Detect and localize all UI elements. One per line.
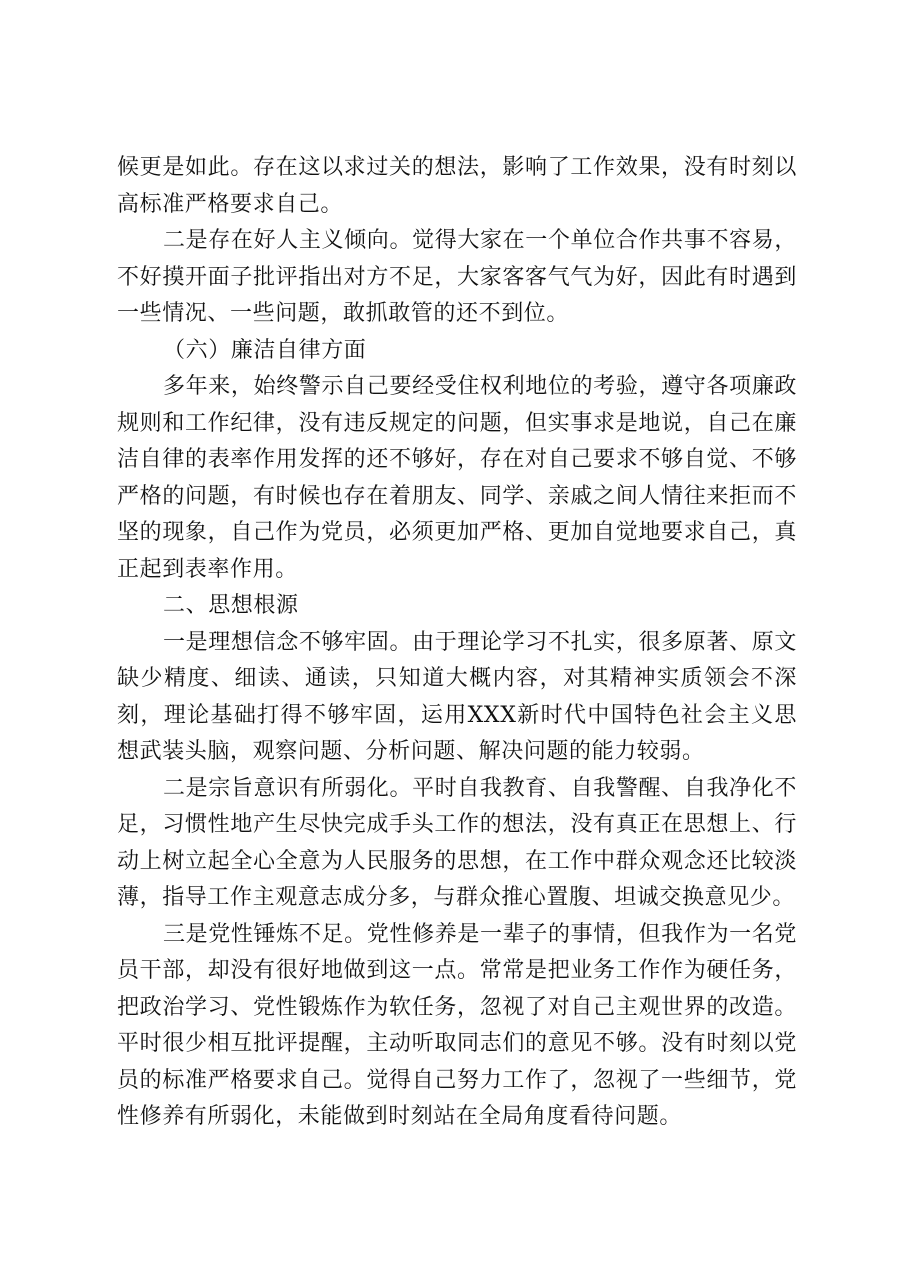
section-heading-integrity: （六）廉洁自律方面 bbox=[163, 337, 367, 363]
paragraph-purpose: 二是宗旨意识有所弱化。平时自我教育、自我警醒、自我净化不足，习惯性地产生尽快完成手头工作的想法，没有真正在思想上、行动上树立起全心全意为人民服务的思想，在工作中群众观念还比较淡薄，指导工作主观意志成分多，与群众推心置腹、坦诚交换意见少。 bbox=[117, 775, 797, 910]
paragraph-continuation: 候更是如此。存在这以求过关的想法，影响了工作效果，没有时刻以高标准严格要求自己。 bbox=[117, 155, 797, 217]
paragraph-party-spirit: 三是党性锤炼不足。党性修养是一辈子的事情，但我作为一名党员干部，却没有很好地做到这一点。常常是把业务工作作为硬任务，把政治学习、党性锻炼作为软任务，忽视了对自己主观世界的改造。平时很少相互批评提醒，主动听取同志们的意见不够。没有时刻以党员的标准严格要求自己。觉得自己努力工作了，忽视了一些细节，党性修养有所弱化，未能做到时刻站在全局角度看待问题。 bbox=[117, 921, 797, 1129]
document-body bbox=[117, 150, 797, 1136]
paragraph-ideals: 一是理想信念不够牢固。由于理论学习不扎实，很多原著、原文缺少精度、细读、通读，只知道大概内容，对其精神实质领会不深刻，理论基础打得不够牢固，运用XXX新时代中国特色社会主义思想武装头脑，观察问题、分析问题、解决问题的能力较弱。 bbox=[117, 629, 797, 764]
section-heading-roots: 二、思想根源 bbox=[163, 593, 299, 618]
paragraph-integrity: 多年来，始终警示自己要经受住权利地位的考验，遵守各项廉政规则和工作纪律，没有违反规定的问题，但实事求是地说，自己在廉洁自律的表率作用发挥的还不够好，存在对自己要求不够自觉、不够严格的问题，有时候也存在着朋友、同学、亲戚之间人情往来拒而不坚的现象，自己作为党员，必须更加严格、更加自觉地要求自己，真正起到表率作用。 bbox=[117, 374, 797, 582]
paragraph-good-person-tendency: 二是存在好人主义倾向。觉得大家在一个单位合作共事不容易，不好摸开面子批评指出对方不足，大家客客气气为好，因此有时遇到一些情况、一些问题，敢抓敢管的还不到位。 bbox=[117, 228, 797, 326]
